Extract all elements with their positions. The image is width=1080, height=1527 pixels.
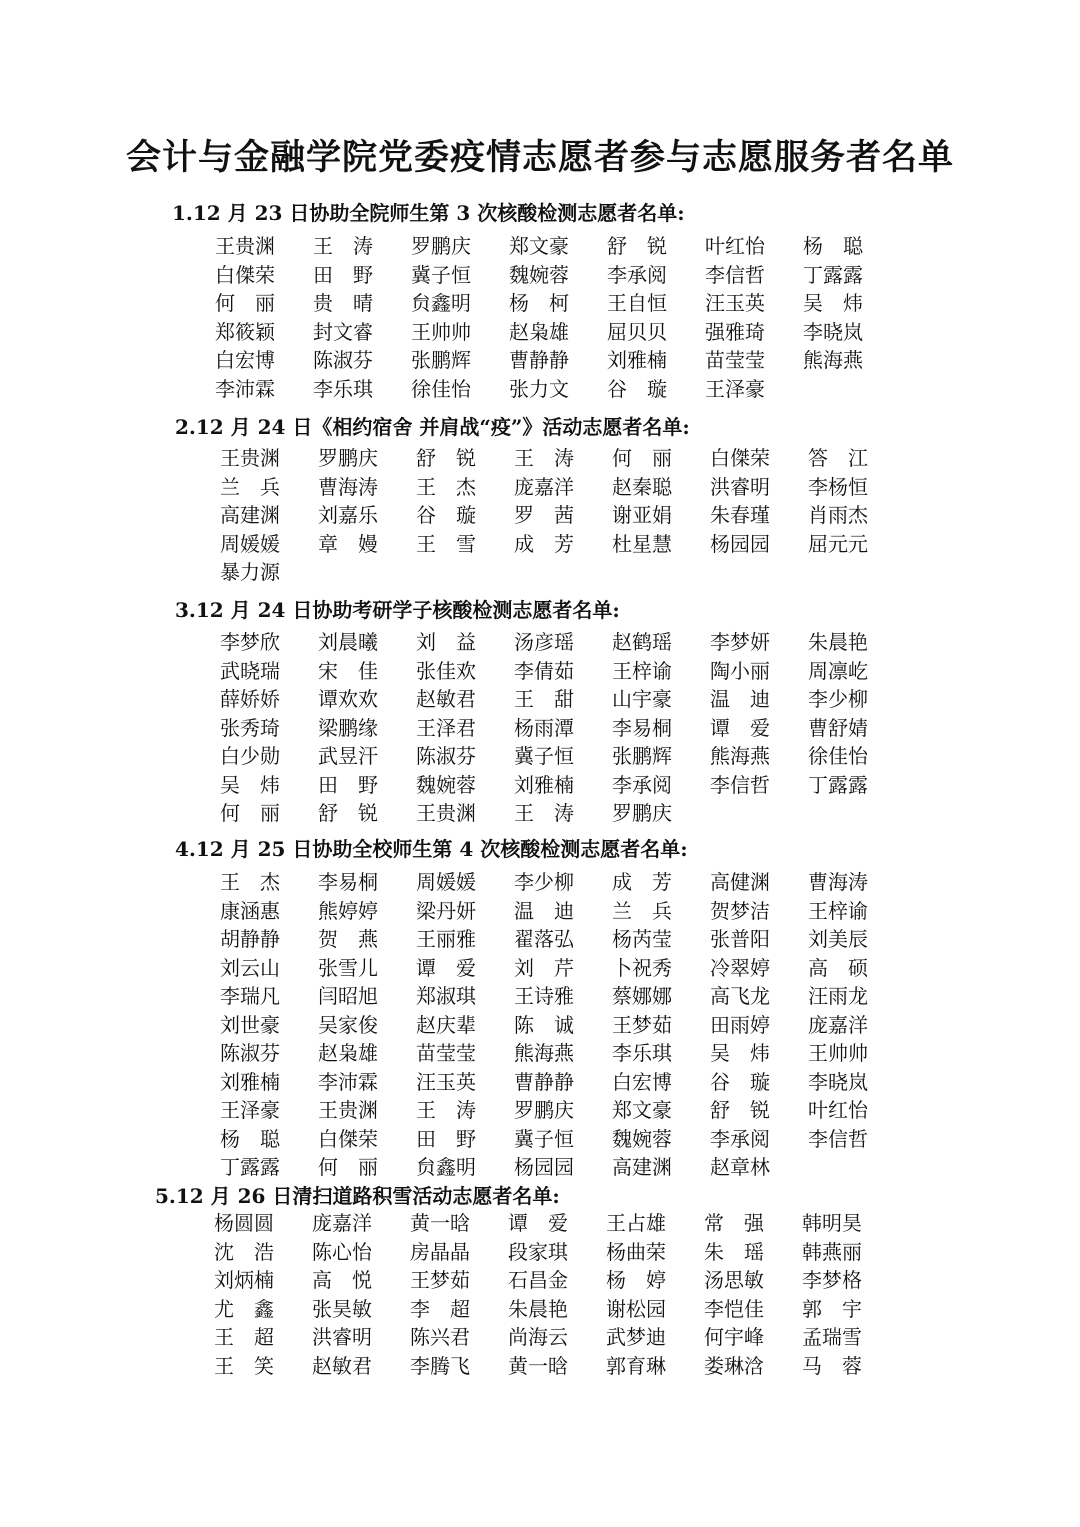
volunteer-name: 杨 婷: [606, 1268, 666, 1292]
volunteer-name: 沈 浩: [214, 1239, 274, 1264]
volunteer-name: 王 超: [214, 1325, 274, 1349]
volunteer-name: 赵枭雄: [509, 319, 569, 344]
volunteer-name: 贠鑫明: [411, 291, 471, 315]
volunteer-name: 李乐琪: [313, 376, 373, 401]
volunteer-name: 山宇豪: [612, 687, 672, 711]
volunteer-name: 朱晨艳: [508, 1296, 568, 1321]
volunteer-name: 吴 炜: [220, 772, 280, 797]
volunteer-name: 白傑荣: [215, 262, 275, 287]
volunteer-name: 田雨婷: [710, 1012, 770, 1037]
volunteer-name: 朱春瑾: [710, 503, 770, 527]
volunteer-name: 杨 柯: [509, 291, 569, 315]
volunteer-name: 兰 兵: [612, 898, 672, 923]
volunteer-name: 汪雨龙: [808, 984, 868, 1008]
volunteer-name: 魏婉蓉: [509, 262, 569, 287]
volunteer-name: 高 硕: [808, 955, 868, 980]
volunteer-name: 杨芮莹: [612, 927, 672, 951]
volunteer-name: 白宏博: [215, 348, 275, 372]
volunteer-name: 李梦妍: [710, 630, 770, 654]
volunteer-name: 白傑荣: [318, 1126, 378, 1151]
volunteer-name: 舒 锐: [318, 801, 378, 825]
volunteer-name: 何 丽: [220, 801, 280, 825]
volunteer-name: 罗鹏庆: [411, 234, 471, 258]
volunteer-name: 王泽君: [416, 715, 476, 740]
volunteer-name: 张鹏辉: [612, 744, 672, 768]
volunteer-name: 汤彦瑶: [514, 630, 574, 654]
volunteer-name: 苗莹莹: [705, 348, 765, 372]
volunteer-name: 熊海燕: [710, 744, 770, 768]
volunteer-name: 王诗雅: [514, 984, 574, 1008]
volunteer-name: 吴 炜: [803, 291, 863, 315]
volunteer-name: 舒 锐: [710, 1098, 770, 1122]
volunteer-name: 郭 宇: [802, 1296, 862, 1321]
volunteer-name: 梁鹏缘: [318, 715, 378, 740]
volunteer-name: 高建渊: [220, 503, 280, 527]
volunteer-name: 熊海燕: [514, 1041, 574, 1065]
volunteer-name: 马 蓉: [802, 1353, 862, 1378]
volunteer-name: 李承阅: [612, 772, 672, 797]
volunteer-name: 杨圆圆: [214, 1211, 274, 1235]
volunteer-name: 王帅帅: [411, 319, 471, 344]
volunteer-name: 黄一晗: [508, 1353, 568, 1378]
volunteer-name: 杨园园: [710, 531, 770, 556]
volunteer-name: 陈淑芬: [313, 348, 373, 372]
volunteer-name: 娄琳浛: [704, 1353, 764, 1378]
volunteer-name: 魏婉蓉: [416, 772, 476, 797]
volunteer-name: 叶红怡: [705, 234, 765, 258]
volunteer-name: 曹静静: [514, 1069, 574, 1094]
section-5-names: [214, 1207, 900, 1378]
volunteer-name: 郑淑琪: [416, 984, 476, 1008]
volunteer-name: 庞嘉洋: [808, 1012, 868, 1037]
volunteer-name: 翟落弘: [514, 927, 574, 951]
volunteer-name: 王 杰: [416, 474, 476, 499]
volunteer-name: 王占雄: [606, 1211, 666, 1235]
volunteer-name: 王丽雅: [416, 927, 476, 951]
volunteer-name: 李晓岚: [803, 319, 863, 344]
volunteer-name: 田 野: [313, 262, 373, 287]
volunteer-name: 张普阳: [710, 927, 770, 951]
volunteer-name: 强雅琦: [705, 319, 765, 344]
volunteer-name: 何宇峰: [704, 1325, 764, 1349]
volunteer-name: 周凛屹: [808, 658, 868, 683]
volunteer-name: 李信哲: [808, 1126, 868, 1151]
volunteer-name: 王梦茹: [410, 1268, 470, 1292]
section-3-names: [220, 626, 906, 826]
volunteer-name: 王贵渊: [318, 1098, 378, 1122]
volunteer-name: 王 甜: [514, 687, 574, 711]
volunteer-name: 白傑荣: [710, 446, 770, 470]
volunteer-name: 杜星慧: [612, 531, 672, 556]
volunteer-name: 汤思敏: [704, 1268, 764, 1292]
volunteer-name: 吴家俊: [318, 1012, 378, 1037]
volunteer-name: 张力文: [509, 376, 569, 401]
volunteer-name: 曹舒婧: [808, 715, 868, 740]
volunteer-name: 李承阅: [607, 262, 667, 287]
volunteer-name: 王 杰: [220, 870, 280, 894]
section-4-names: [220, 866, 906, 1180]
volunteer-name: 李腾飞: [410, 1353, 470, 1378]
volunteer-name: 冀子恒: [411, 262, 471, 287]
volunteer-name: 韩明昊: [802, 1211, 862, 1235]
volunteer-name: 郑文豪: [612, 1098, 672, 1122]
volunteer-name: 刘晨曦: [318, 630, 378, 654]
volunteer-name: 白宏博: [612, 1069, 672, 1094]
volunteer-name: 杨 聪: [803, 234, 863, 258]
volunteer-name: 谢亚娟: [612, 503, 672, 527]
volunteer-name: 徐佳怡: [411, 376, 471, 401]
volunteer-name: 李易桐: [612, 715, 672, 740]
volunteer-name: 罗鹏庆: [318, 446, 378, 470]
volunteer-name: 李信哲: [705, 262, 765, 287]
volunteer-name: 贵 晴: [313, 291, 373, 315]
volunteer-name: 田 野: [416, 1126, 476, 1151]
volunteer-name: 吴 炜: [710, 1041, 770, 1065]
volunteer-name: 李沛霖: [318, 1069, 378, 1094]
volunteer-name: 谷 璇: [607, 376, 667, 401]
volunteer-name: 李沛霖: [215, 376, 275, 401]
volunteer-name: 罗 茜: [514, 503, 574, 527]
volunteer-name: 刘 芹: [514, 955, 574, 980]
volunteer-name: 冀子恒: [514, 744, 574, 768]
volunteer-name: 朱晨艳: [808, 630, 868, 654]
volunteer-name: 张佳欢: [416, 658, 476, 683]
volunteer-name: 谭 爱: [508, 1211, 568, 1235]
volunteer-name: 谭 爱: [710, 715, 770, 740]
volunteer-name: 王 涛: [313, 234, 373, 258]
volunteer-name: 周媛媛: [416, 870, 476, 894]
volunteer-name: 李乐琪: [612, 1041, 672, 1065]
volunteer-name: 韩燕丽: [802, 1239, 862, 1264]
section-4-heading: 4.12 月 25 日协助全校师生第 4 次核酸检测志愿者名单:: [175, 837, 688, 861]
volunteer-name: 答 江: [808, 446, 868, 470]
volunteer-name: 李梦格: [802, 1268, 862, 1292]
volunteer-name: 高建渊: [612, 1155, 672, 1179]
volunteer-name: 卜祝秀: [612, 955, 672, 980]
volunteer-name: 贠鑫明: [416, 1155, 476, 1179]
volunteer-name: 杨曲荣: [606, 1239, 666, 1264]
volunteer-name: 朱 瑶: [704, 1239, 764, 1264]
volunteer-name: 温 迪: [710, 687, 770, 711]
volunteer-name: 房晶晶: [410, 1239, 470, 1264]
volunteer-name: 李恺佳: [704, 1296, 764, 1321]
volunteer-name: 李晓岚: [808, 1069, 868, 1094]
volunteer-name: 汪玉英: [705, 291, 765, 315]
volunteer-name: 刘世豪: [220, 1012, 280, 1037]
volunteer-name: 曹海涛: [318, 474, 378, 499]
volunteer-name: 李承阅: [710, 1126, 770, 1151]
volunteer-name: 谢松园: [606, 1296, 666, 1321]
volunteer-name: 丁露露: [808, 772, 868, 797]
volunteer-name: 陶小丽: [710, 658, 770, 683]
section-5-heading: 5.12 月 26 日清扫道路积雪活动志愿者名单:: [155, 1184, 560, 1208]
volunteer-name: 章 嫚: [318, 531, 378, 556]
volunteer-name: 舒 锐: [607, 234, 667, 258]
volunteer-name: 陈 诚: [514, 1012, 574, 1037]
volunteer-name: 成 芳: [514, 531, 574, 556]
volunteer-name: 杨雨潭: [514, 715, 574, 740]
volunteer-name: 高健渊: [710, 870, 770, 894]
volunteer-name: 尤 鑫: [214, 1296, 274, 1321]
volunteer-name: 赵章林: [710, 1155, 770, 1179]
volunteer-name: 贺梦洁: [710, 898, 770, 923]
volunteer-name: 刘雅楠: [607, 348, 667, 372]
volunteer-name: 王 涛: [514, 801, 574, 825]
volunteer-name: 王 涛: [514, 446, 574, 470]
volunteer-name: 刘 益: [416, 630, 476, 654]
volunteer-name: 洪睿明: [710, 474, 770, 499]
volunteer-name: 李少柳: [808, 687, 868, 711]
volunteer-name: 李杨恒: [808, 474, 868, 499]
volunteer-name: 熊婷婷: [318, 898, 378, 923]
volunteer-name: 杨 聪: [220, 1126, 280, 1151]
volunteer-name: 封文睿: [313, 319, 373, 344]
volunteer-name: 叶红怡: [808, 1098, 868, 1122]
volunteer-name: 熊海燕: [803, 348, 863, 372]
volunteer-name: 武晓瑞: [220, 658, 280, 683]
volunteer-name: 陈兴君: [410, 1325, 470, 1349]
volunteer-name: 肖雨杰: [808, 503, 868, 527]
volunteer-name: 庞嘉洋: [514, 474, 574, 499]
volunteer-name: 刘美辰: [808, 927, 868, 951]
volunteer-name: 刘炳楠: [214, 1268, 274, 1292]
volunteer-name: 周媛媛: [220, 531, 280, 556]
volunteer-name: 张昊敏: [312, 1296, 372, 1321]
volunteer-name: 高飞龙: [710, 984, 770, 1008]
volunteer-name: 谷 璇: [416, 503, 476, 527]
volunteer-name: 何 丽: [215, 291, 275, 315]
volunteer-name: 武昱汗: [318, 744, 378, 768]
volunteer-name: 冷翠婷: [710, 955, 770, 980]
volunteer-name: 李倩茹: [514, 658, 574, 683]
volunteer-name: 王 雪: [416, 531, 476, 556]
volunteer-name: 王 涛: [416, 1098, 476, 1122]
volunteer-name: 石昌金: [508, 1268, 568, 1292]
volunteer-name: 田 野: [318, 772, 378, 797]
volunteer-name: 曹静静: [509, 348, 569, 372]
volunteer-name: 屈贝贝: [607, 319, 667, 344]
volunteer-name: 薛娇娇: [220, 687, 280, 711]
volunteer-name: 李瑞凡: [220, 984, 280, 1008]
volunteer-name: 丁露露: [220, 1155, 280, 1179]
volunteer-name: 汪玉英: [416, 1069, 476, 1094]
volunteer-name: 王梓谕: [612, 658, 672, 683]
volunteer-name: 孟瑞雪: [802, 1325, 862, 1349]
volunteer-name: 宋 佳: [318, 658, 378, 683]
volunteer-name: 王梓谕: [808, 898, 868, 923]
volunteer-name: 谭欢欢: [318, 687, 378, 711]
volunteer-name: 谭 爱: [416, 955, 476, 980]
volunteer-name: 庞嘉洋: [312, 1211, 372, 1235]
volunteer-name: 郭育琳: [606, 1353, 666, 1378]
volunteer-name: 赵敏君: [312, 1353, 372, 1378]
volunteer-name: 李梦欣: [220, 630, 280, 654]
volunteer-name: 暴力源: [220, 560, 280, 584]
volunteer-name: 郑筱颖: [215, 319, 275, 344]
volunteer-name: 王贵渊: [215, 234, 275, 258]
volunteer-name: 何 丽: [612, 446, 672, 470]
volunteer-name: 闫昭旭: [318, 984, 378, 1008]
volunteer-name: 黄一晗: [410, 1211, 470, 1235]
volunteer-name: 王贵渊: [220, 446, 280, 470]
volunteer-name: 曹海涛: [808, 870, 868, 894]
volunteer-name: 杨园园: [514, 1155, 574, 1179]
volunteer-name: 郑文豪: [509, 234, 569, 258]
volunteer-name: 段家琪: [508, 1239, 568, 1264]
volunteer-name: 屈元元: [808, 531, 868, 556]
volunteer-name: 罗鹏庆: [612, 801, 672, 825]
volunteer-name: 丁露露: [803, 262, 863, 287]
volunteer-name: 贺 燕: [318, 927, 378, 951]
volunteer-name: 李少柳: [514, 870, 574, 894]
volunteer-name: 刘云山: [220, 955, 280, 980]
section-2-heading: 2.12 月 24 日《相约宿舍 并肩战“疫”》活动志愿者名单:: [175, 415, 690, 439]
volunteer-name: 陈淑芬: [220, 1041, 280, 1065]
volunteer-name: 陈淑芬: [416, 744, 476, 768]
volunteer-name: 刘雅楠: [220, 1069, 280, 1094]
volunteer-name: 谷 璇: [710, 1069, 770, 1094]
volunteer-name: 冀子恒: [514, 1126, 574, 1151]
volunteer-name: 蔡娜娜: [612, 984, 672, 1008]
volunteer-name: 胡静静: [220, 927, 280, 951]
volunteer-name: 武梦迪: [606, 1325, 666, 1349]
volunteer-name: 赵鹤瑶: [612, 630, 672, 654]
volunteer-name: 赵庆辈: [416, 1012, 476, 1037]
volunteer-name: 康涵惠: [220, 898, 280, 923]
volunteer-name: 魏婉蓉: [612, 1126, 672, 1151]
volunteer-name: 王自恒: [607, 291, 667, 315]
volunteer-name: 李易桐: [318, 870, 378, 894]
volunteer-name: 李信哲: [710, 772, 770, 797]
volunteer-name: 兰 兵: [220, 474, 280, 499]
volunteer-name: 何 丽: [318, 1155, 378, 1179]
volunteer-name: 尚海云: [508, 1325, 568, 1349]
volunteer-name: 赵秦聪: [612, 474, 672, 499]
volunteer-name: 徐佳怡: [808, 744, 868, 768]
volunteer-name: 张秀琦: [220, 715, 280, 740]
volunteer-name: 梁丹妍: [416, 898, 476, 923]
volunteer-name: 张鹏辉: [411, 348, 471, 372]
volunteer-name: 王泽豪: [705, 376, 765, 401]
section-3-heading: 3.12 月 24 日协助考研学子核酸检测志愿者名单:: [175, 598, 620, 622]
volunteer-name: 赵敏君: [416, 687, 476, 711]
volunteer-name: 刘雅楠: [514, 772, 574, 797]
volunteer-name: 温 迪: [514, 898, 574, 923]
volunteer-name: 张雪儿: [318, 955, 378, 980]
volunteer-name: 刘嘉乐: [318, 503, 378, 527]
volunteer-name: 白少勋: [220, 744, 280, 768]
section-1-heading: 1.12 月 23 日协助全院师生第 3 次核酸检测志愿者名单:: [172, 201, 685, 225]
section-1-names: [215, 230, 901, 401]
volunteer-name: 罗鹏庆: [514, 1098, 574, 1122]
volunteer-name: 王泽豪: [220, 1098, 280, 1122]
document-title: 会计与金融学院党委疫情志愿者参与志愿服务者名单: [125, 138, 954, 178]
volunteer-name: 王帅帅: [808, 1041, 868, 1065]
volunteer-name: 舒 锐: [416, 446, 476, 470]
volunteer-name: 王贵渊: [416, 801, 476, 825]
volunteer-name: 王梦茹: [612, 1012, 672, 1037]
volunteer-name: 成 芳: [612, 870, 672, 894]
volunteer-name: 常 强: [704, 1211, 764, 1235]
volunteer-name: 苗莹莹: [416, 1041, 476, 1065]
volunteer-name: 李 超: [410, 1296, 470, 1321]
volunteer-name: 陈心怡: [312, 1239, 372, 1264]
volunteer-name: 洪睿明: [312, 1325, 372, 1349]
volunteer-name: 赵枭雄: [318, 1041, 378, 1065]
section-2-names: [220, 442, 906, 585]
volunteer-name: 王 笑: [214, 1353, 274, 1378]
volunteer-name: 高 悦: [312, 1268, 372, 1292]
